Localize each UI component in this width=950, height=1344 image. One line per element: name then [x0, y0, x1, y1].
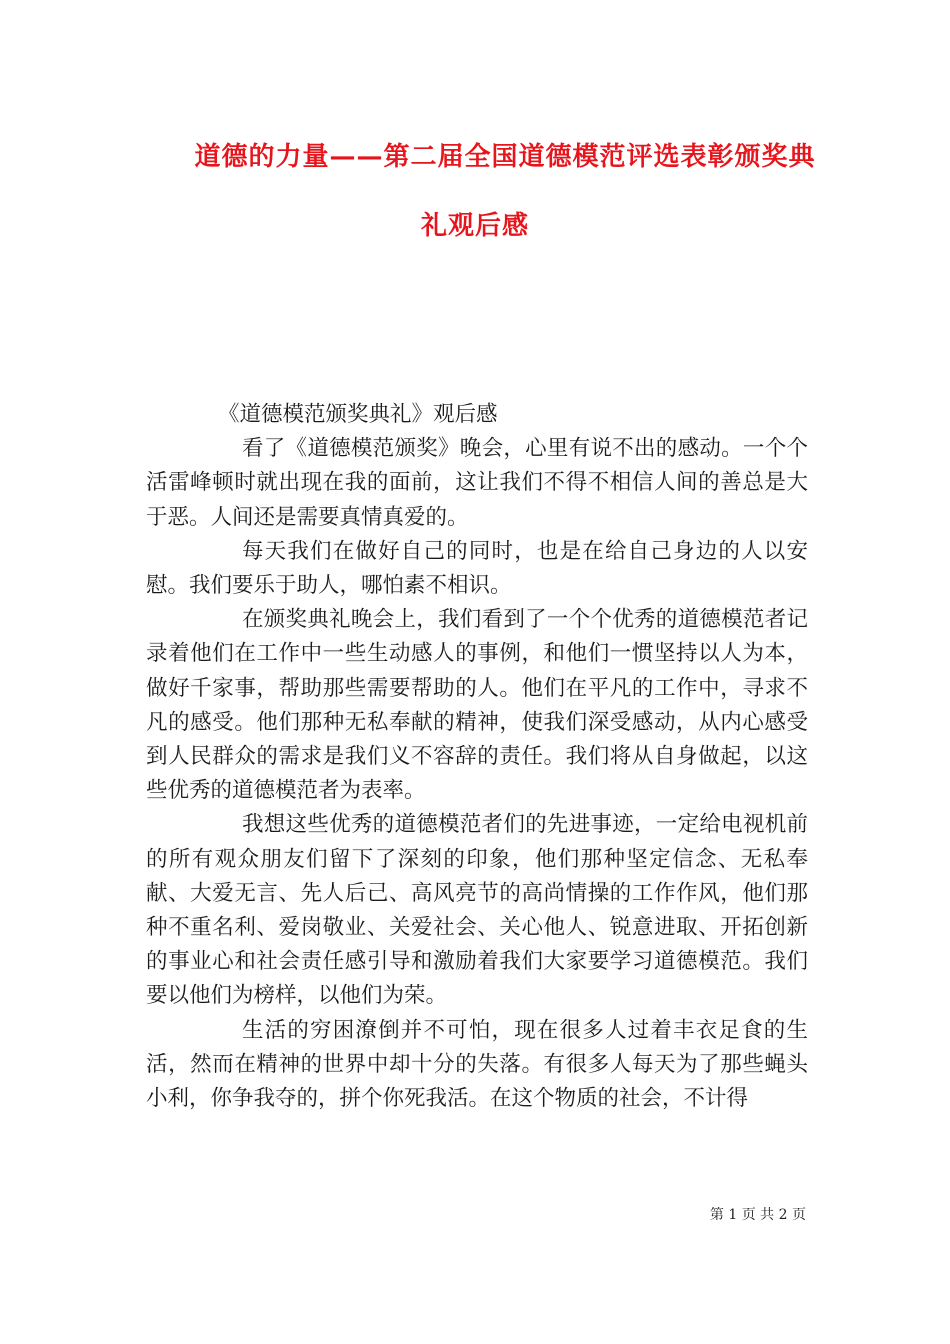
- paragraph-4: 我想这些优秀的道德模范者们的先进事迹，一定给电视机前的所有观众朋友们留下了深刻的印象，他们那种坚定信念、无私奉献、大爱无言、先人后己、高风亮节的高尚情操的工作作风，他们那种不重名利、爱岗敬业、关爱社会、关心他人、锐意进取、开拓创新的事业心和社会责任感引导和激励着我们大家要学习道德模范。我们要以他们为榜样，以他们为荣。: [146, 812, 808, 1009]
- page-number-footer: 第 1 页 共 2 页: [709, 1207, 806, 1223]
- paragraph-3: 在颁奖典礼晚会上，我们看到了一个个优秀的道德模范者记录着他们在工作中一些生动感人的事例，和他们一惯坚持以人为本，做好千家事，帮助那些需要帮助的人。他们在平凡的工作中，寻求不凡的感受。他们那种无私奉献的精神，使我们深受感动，从内心感受到人民群众的需求是我们义不容辞的责任。我们将从自身做起，以这些优秀的道德模范者为表率。: [146, 607, 808, 804]
- paragraph-2: 每天我们在做好自己的同时，也是在给自己身边的人以安慰。我们要乐于助人，哪怕素不相识。: [146, 538, 808, 599]
- document-title-line-1: 道德的力量——第二届全国道德模范评选表彰颁奖典: [194, 142, 816, 172]
- paragraph-1: 看了《道德模范颁奖》晚会，心里有说不出的感动。一个个活雷峰顿时就出现在我的面前，这让我们不得不相信人间的善总是大于恶。人间还是需要真情真爱的。: [146, 436, 808, 530]
- document-subtitle: 《道德模范颁奖典礼》观后感: [218, 402, 498, 427]
- document-body: [146, 398, 808, 1116]
- paragraph-5: 生活的穷困潦倒并不可怕，现在很多人过着丰衣足食的生活，然而在精神的世界中却十分的失落。有很多人每天为了那些蝇头小利，你争我夺的，拼个你死我活。在这个物质的社会，不计得: [146, 1017, 808, 1112]
- document-title-line-2: 礼观后感: [420, 211, 529, 241]
